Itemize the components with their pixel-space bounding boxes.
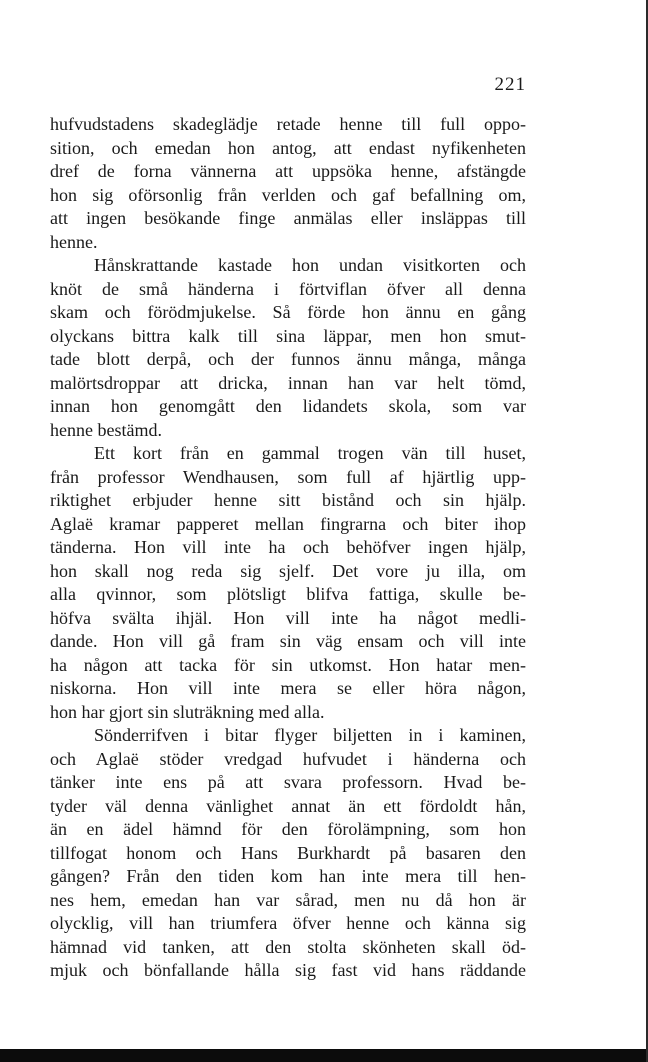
text-line: och Aglaë stöder vredgad hufvudet i händerna och xyxy=(50,748,526,769)
text-line: knöt de små händerna i förtviflan öfver all denna xyxy=(50,278,526,299)
text-line: Aglaë kramar papperet mellan fingrarna och biter ihop xyxy=(50,513,526,534)
text-line: Ett kort från en gammal trogen vän till huset, xyxy=(94,443,526,463)
text-line: Hånskrattande kastade hon undan visitkorten och xyxy=(94,255,526,275)
text-line: mjuk och bönfallande hålla sig fast vid hans räddande xyxy=(50,960,526,980)
text-line: tänderna. Hon vill inte ha och behöfver ingen hjälp, xyxy=(50,537,526,557)
text-line: tänker inte ens på att svara professorn. Hvad be- xyxy=(50,772,526,792)
scan-bottom-edge xyxy=(0,1049,648,1062)
text-line: olyckans bittra kalk till sina läppar, men hon smut- xyxy=(50,325,526,346)
text-line: att ingen besökande finge anmälas eller insläppas till xyxy=(50,208,526,228)
text-line: från professor Wendhausen, som full af hjärtlig upp- xyxy=(50,466,526,487)
text-line: henne bestämd. xyxy=(50,419,162,440)
text-line: alla qvinnor, som plötsligt blifva fattiga, skulle be- xyxy=(50,584,526,604)
text-line: niskorna. Hon vill inte mera se eller höra någon, xyxy=(50,678,526,698)
text-line: nes hem, emedan han var sårad, men nu då hon är xyxy=(50,889,526,910)
text-line: olycklig, vill han triumfera öfver henne och känna sig xyxy=(50,913,526,933)
text-line: sition, och emedan hon antog, att endast nyfikenheten xyxy=(50,137,526,158)
text-line: malörtsdroppar att dricka, innan han var helt tömd, xyxy=(50,372,526,393)
text-line: dref de forna vännerna att uppsöka henne, afstängde xyxy=(50,161,526,181)
text-line: än en ädel hämnd för den förolämpning, som hon xyxy=(50,819,526,839)
text-line: ha någon att tacka för sin utkomst. Hon hatar men- xyxy=(50,654,526,675)
text-line: tillfogat honom och Hans Burkhardt på basaren den xyxy=(50,842,526,863)
page-number: 221 xyxy=(494,74,526,95)
text-line: höfva svälta ihjäl. Hon vill inte ha något medli- xyxy=(50,607,526,628)
text-line: hon skall nog reda sig sjelf. Det vore ju illa, om xyxy=(50,560,526,581)
text-line: hämnad vid tanken, att den stolta skönheten skall öd- xyxy=(50,936,526,957)
text-line: gången? Från den tiden kom han inte mera till hen- xyxy=(50,866,526,886)
text-line: dande. Hon vill gå fram sin väg ensam och vill inte xyxy=(50,631,526,651)
text-line: tade blott derpå, och der funnos ännu många, många xyxy=(50,349,526,369)
text-line: skam och förödmjukelse. Så förde hon ännu en gång xyxy=(50,302,526,322)
text-line: innan hon genomgått den lidandets skola, som var xyxy=(50,396,526,416)
text-line: hon har gjort sin sluträkning med alla. xyxy=(50,701,325,722)
text-line: riktighet erbjuder henne sitt bistånd och sin hjälp. xyxy=(50,490,526,510)
text-line: tyder väl denna vänlighet annat än ett fördoldt hån, xyxy=(50,795,526,816)
text-line: henne. xyxy=(50,231,98,252)
body-text xyxy=(50,113,526,983)
text-line: hon sig oförsonlig från verlden och gaf befallning om, xyxy=(50,184,526,205)
text-line: hufvudstadens skadeglädje retade henne till full oppo- xyxy=(50,114,526,134)
text-line: Sönderrifven i bitar flyger biljetten in i kaminen, xyxy=(94,725,526,745)
